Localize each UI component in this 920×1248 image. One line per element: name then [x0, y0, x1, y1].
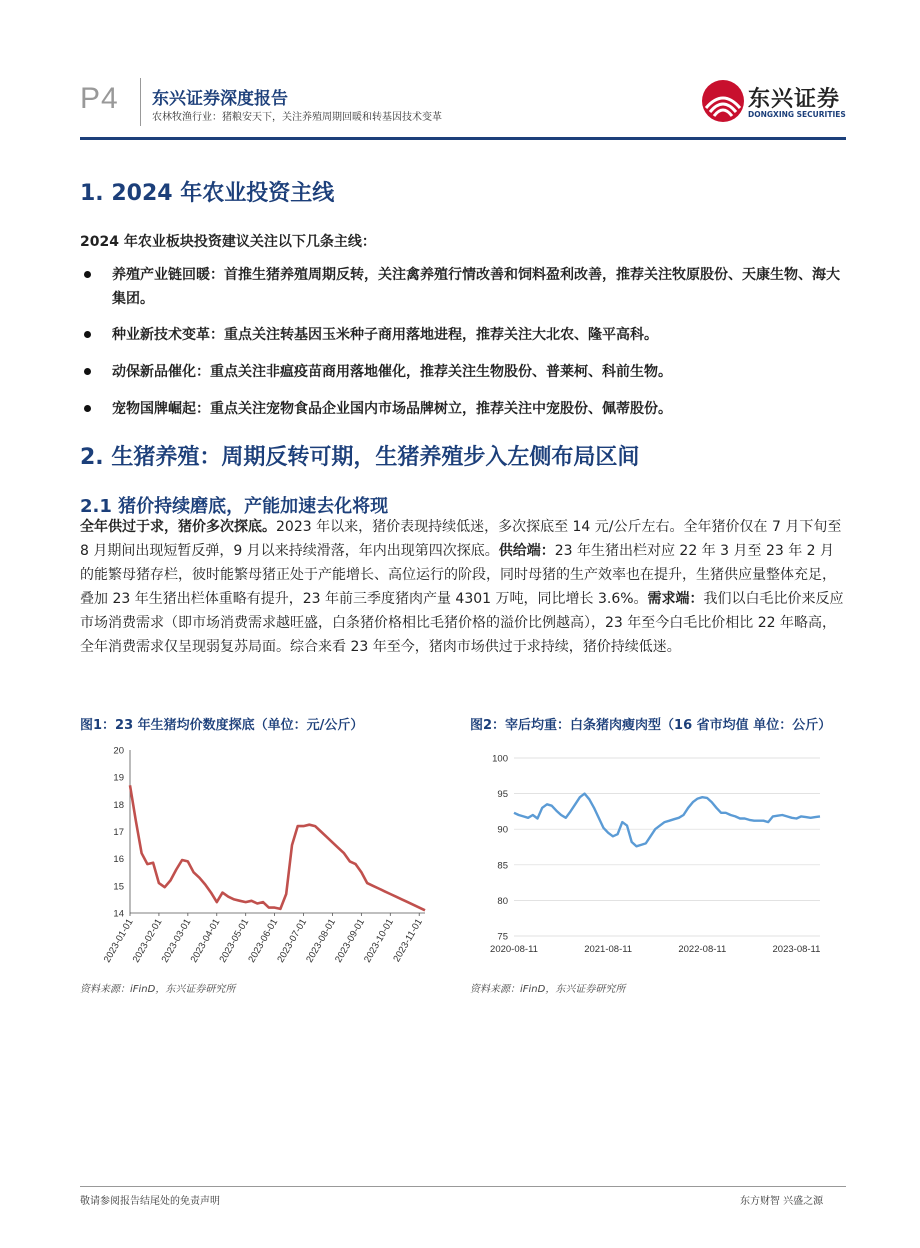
- x-tick-label: 2023-08-01: [304, 917, 339, 965]
- x-tick-label: 2023-02-01: [130, 917, 165, 965]
- header-divider: [140, 78, 141, 126]
- y-tick-label: 15: [113, 881, 124, 893]
- x-tick-label: 2022-08-11: [678, 944, 727, 955]
- y-tick-label: 100: [492, 753, 508, 765]
- x-tick-label: 2023-01-01: [101, 917, 136, 965]
- chart-pig-price: [80, 738, 450, 970]
- bullet-icon: [84, 368, 91, 375]
- supply-label: 供给端：: [498, 543, 555, 559]
- series-line: [130, 785, 425, 910]
- section2-heading: 2. 生猪养殖：周期反转可期，生猪养殖步入左侧布局区间: [80, 445, 640, 470]
- x-tick-label: 2023-05-01: [217, 917, 252, 965]
- x-tick-label: 2023-06-01: [246, 917, 281, 965]
- series-line: [514, 794, 820, 847]
- chart-carcass-weight: [470, 738, 846, 970]
- bullet-item: 宠物国牌崛起：重点关注宠物食品企业国内市场品牌树立，推荐关注中宠股份、佩蒂股份。: [112, 401, 672, 417]
- figure2-source: 资料来源：iFinD，东兴证券研究所: [470, 984, 626, 995]
- x-tick-label: 2021-08-11: [584, 944, 633, 955]
- report-title: 东兴证券深度报告: [152, 89, 288, 109]
- y-tick-label: 20: [113, 745, 124, 757]
- para-lead: 全年供过于求，猪价多次探底。: [80, 519, 276, 535]
- y-tick-label: 80: [497, 895, 508, 907]
- y-tick-label: 95: [497, 789, 508, 801]
- y-tick-label: 75: [497, 931, 508, 943]
- y-tick-label: 18: [113, 799, 124, 811]
- x-tick-label: 2023-09-01: [333, 917, 367, 965]
- y-tick-label: 85: [497, 860, 508, 872]
- bullet-icon: [84, 331, 91, 338]
- logo-subtext: DONGXING SECURITIES: [748, 110, 846, 119]
- x-tick-label: 2023-10-01: [362, 917, 396, 965]
- para-text-3: 我们以白毛比价来反应市场消费需求（即市场消费需求越旺盛，白条猪价格相比毛猪价格的溢价比例越高），23 年至今白毛比价相比 22 年略高，全年消费需求仅呈现弱复苏局面。综合来看 23 年至今，猪肉市场供过于求持续，猪价持续低迷。: [80, 591, 844, 655]
- y-tick-label: 16: [113, 854, 124, 866]
- bullet-item: 动保新品催化：重点关注非瘟疫苗商用落地催化，推荐关注生物股份、普莱柯、科前生物。: [112, 364, 672, 380]
- y-tick-label: 14: [113, 908, 124, 920]
- demand-label: 需求端：: [647, 591, 704, 607]
- logo-mark-icon: [700, 78, 746, 124]
- page-number: P4: [80, 82, 119, 115]
- figure2-title: 图2：宰后均重：白条猪肉瘦肉型（16 省市均值 单位：公斤）: [470, 718, 832, 733]
- y-tick-label: 17: [113, 827, 124, 838]
- section2-subheading: 2.1 猪价持续磨底，产能加速去化将现: [80, 496, 389, 517]
- y-tick-label: 19: [113, 772, 124, 784]
- bullet-item: 养殖产业链回暖：首推生猪养殖周期反转，关注禽养殖行情改善和饲料盈利改善，推荐关注牧原股份、天康生物、海大集团。: [112, 267, 840, 307]
- bullet-item: 种业新技术变革：重点关注转基因玉米种子商用落地进程，推荐关注大北农、隆平高科。: [112, 327, 658, 343]
- x-tick-label: 2023-03-01: [159, 917, 194, 965]
- company-logo: [700, 78, 850, 124]
- logo-text: 东兴证券: [748, 87, 841, 112]
- report-subtitle: 农林牧渔行业：猪粮安天下，关注养殖周期回暖和转基因技术变革: [152, 112, 442, 123]
- x-tick-label: 2020-08-11: [490, 944, 538, 955]
- section1-intro: 2024 年农业板块投资建议关注以下几条主线：: [80, 234, 376, 250]
- body-paragraph: [80, 515, 846, 659]
- figure1-title: 图1：23 年生猪均价数度探底（单位：元/公斤）: [80, 718, 364, 733]
- x-tick-label: 2023-07-01: [275, 917, 310, 965]
- header-rule: [80, 137, 846, 140]
- bullet-icon: [84, 271, 91, 278]
- section1-heading: 1. 2024 年农业投资主线: [80, 181, 335, 206]
- y-tick-label: 90: [497, 824, 508, 836]
- para-text-1: 2023 年以来，猪价表现持续低迷，多次探底至 14 元/公斤左右。全年猪价仅在 7 月下旬至 8 月期间出现短暂反弹，9 月以来持续滑落，年内出现第四次探底。: [80, 519, 842, 559]
- para-text-2: 23 年生猪出栏对应 22 年 3 月至 23 年 2 月的能繁母猪存栏，彼时能繁母猪正处于产能增长、高位运行的阶段，同时母猪的生产效率也在提升，生猪供应量整体充足，叠加 23 年生猪出栏体重略有提升，23 年前三季度猪肉产量 4301 万吨，同比增长 3.6%。: [80, 543, 836, 607]
- footer-disclaimer: 敬请参阅报告结尾处的免责声明: [80, 1196, 220, 1207]
- x-tick-label: 2023-11-01: [391, 917, 425, 964]
- bullet-icon: [84, 405, 91, 412]
- x-tick-label: 2023-04-01: [188, 917, 223, 965]
- footer-rule: [80, 1186, 846, 1187]
- figure1-source: 资料来源：iFinD，东兴证券研究所: [80, 984, 236, 995]
- x-tick-label: 2023-08-11: [772, 944, 821, 955]
- footer-slogan: 东方财智 兴盛之源: [740, 1196, 824, 1207]
